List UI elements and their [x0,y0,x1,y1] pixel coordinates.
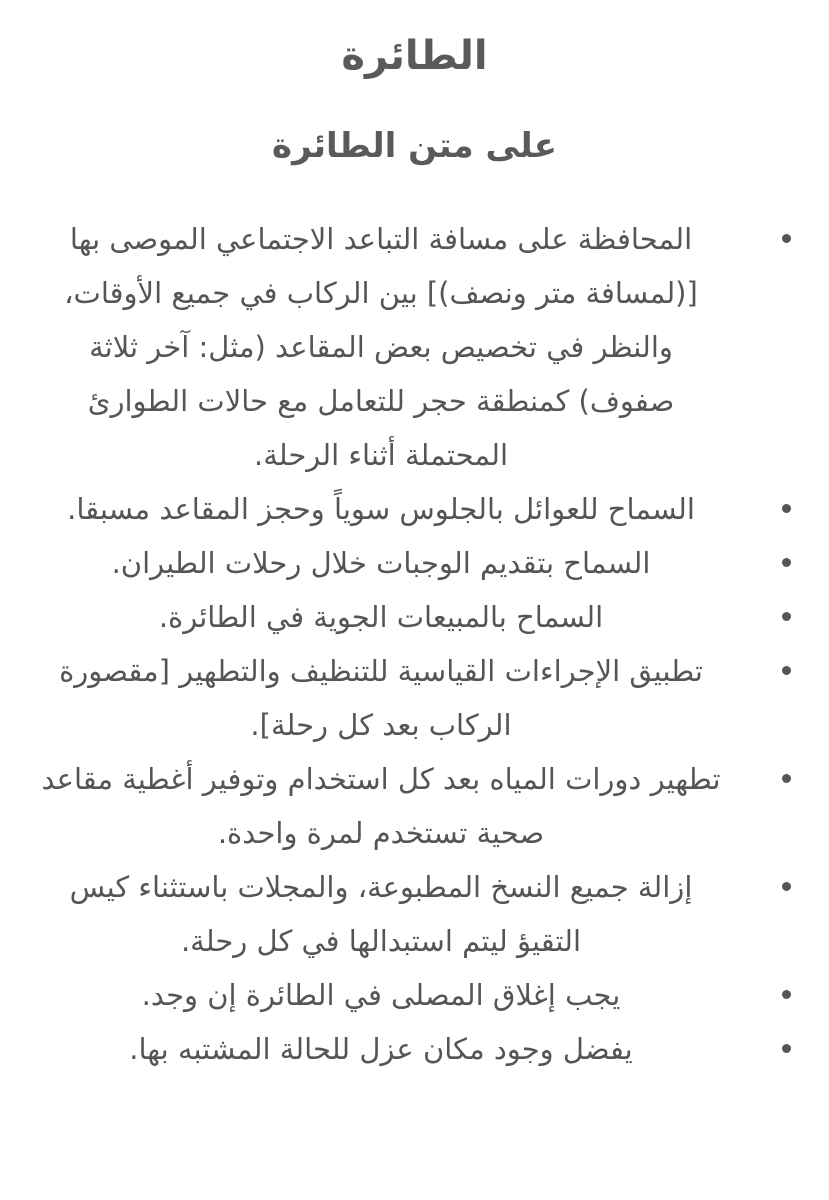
bullet-icon [782,1044,791,1053]
list-item [41,968,791,1022]
list-item-text: السماح بتقديم الوجبات خلال رحلات الطيران. [111,546,651,580]
bullet-icon [782,990,791,999]
list-item [41,590,791,644]
list-item-text: تطبيق الإجراءات القياسية للتنظيف والتطهير [مقصورة الركاب بعد كل رحلة]. [59,654,703,742]
measures-list [41,212,791,1076]
list-item-text: المحافظة على مسافة التباعد الاجتماعي الموصى بها [(لمسافة متر ونصف)] بين الركاب في جميع الأوقات، والنظر في تخصيص بعض المقاعد (مثل: آخر ثلاثة صفوف) كمنطقة حجر للتعامل مع حالات الطوارئ المحتملة أثناء الرحلة. [64,222,698,472]
list-item-text: يجب إغلاق المصلى في الطائرة إن وجد. [141,978,621,1012]
list-item-text: يفضل وجود مكان عزل للحالة المشتبه بها. [129,1032,633,1066]
list-item [41,482,791,536]
list-item [41,860,791,968]
list-item [41,212,791,482]
list-item [41,1022,791,1076]
list-item-text: تطهير دورات المياه بعد كل استخدام وتوفير أغطية مقاعد صحية تستخدم لمرة واحدة. [41,762,721,850]
bullet-icon [782,666,791,675]
bullet-icon [782,504,791,513]
bullet-icon [782,234,791,243]
list-item-text: إزالة جميع النسخ المطبوعة، والمجلات باستثناء كيس التقيؤ ليتم استبدالها في كل رحلة. [69,870,693,958]
list-item [41,644,791,752]
subsection-title: على متن الطائرة [272,126,557,166]
bullet-icon [782,774,791,783]
bullet-icon [782,612,791,621]
list-item-text: السماح بالمبيعات الجوية في الطائرة. [158,600,604,634]
bullet-icon [782,558,791,567]
list-item [41,752,791,860]
list-item-text: السماح للعوائل بالجلوس سوياً وحجز المقاعد مسبقا. [67,492,695,526]
bullet-icon [782,882,791,891]
list-item [41,536,791,590]
section-title: الطائرة [341,33,488,79]
